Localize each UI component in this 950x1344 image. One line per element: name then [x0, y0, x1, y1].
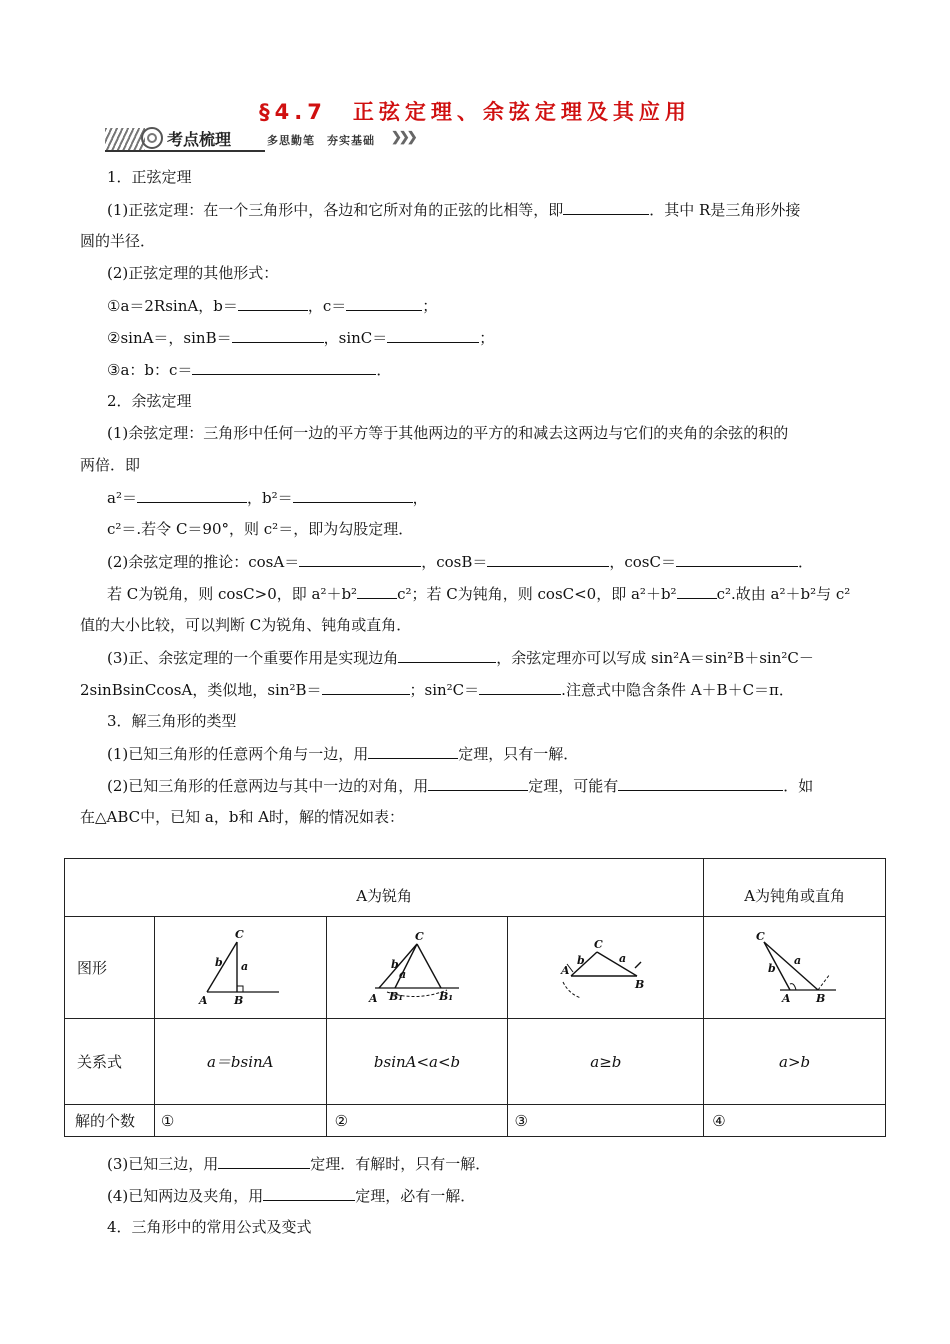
text: ，cosB＝ — [421, 553, 488, 571]
table-row — [65, 917, 886, 1019]
label-B: B — [234, 993, 244, 1007]
case-ssa — [107, 775, 813, 796]
label-B: B — [634, 977, 645, 991]
sine-form-1 — [107, 295, 437, 316]
text: (3)已知三边，用 — [107, 1155, 219, 1173]
sine-form-2 — [107, 327, 494, 348]
text: 定理．有解时，只有一解． — [310, 1155, 491, 1173]
figure-cell-1 — [154, 917, 326, 1019]
answer-blank — [677, 583, 717, 599]
label-b: b — [767, 961, 776, 975]
text: ，b²＝ — [246, 489, 293, 507]
text: ②sinA＝，sinB＝ — [107, 329, 232, 347]
banner-stripes — [105, 128, 145, 150]
text: ，cosC＝ — [609, 553, 676, 571]
figure-cell-3 — [508, 917, 704, 1019]
banner-label: 考点梳理 — [167, 130, 232, 149]
label-C: C — [415, 929, 424, 943]
text: ． — [797, 553, 813, 571]
row-label-figure: 图形 — [65, 917, 155, 1019]
label-A: A — [560, 963, 570, 977]
relation-cell: bsinA<a<b — [326, 1019, 508, 1105]
text: ， — [412, 489, 428, 507]
relation-cell: a＝bsinA — [154, 1019, 326, 1105]
answer-blank — [293, 487, 413, 503]
sine-form-3 — [107, 359, 391, 380]
answer-blank — [232, 327, 324, 343]
answer-blank — [238, 295, 308, 311]
text: ； — [422, 297, 438, 315]
label-A: A — [781, 991, 791, 1005]
law-application — [107, 647, 814, 668]
text: ； — [479, 329, 495, 347]
label-C: C — [593, 937, 603, 951]
answer-blank — [192, 359, 376, 375]
answer-blank — [263, 1185, 355, 1201]
text: (2)余弦定理的推论：cosA＝ — [107, 553, 300, 571]
text: ，sinC＝ — [323, 329, 388, 347]
text: ，余弦定理亦可以写成 sin²A＝sin²B＋sin²C－ — [496, 649, 814, 667]
relation-cell: a≥b — [508, 1019, 704, 1105]
sine-law-definition-cont: 圆的半径． — [80, 232, 156, 250]
count-cell: ③ — [508, 1105, 704, 1137]
label-C: C — [755, 929, 765, 943]
spiral-icon — [141, 127, 163, 149]
table-row — [65, 859, 886, 917]
heading-sine-law: 1．正弦定理 — [107, 168, 192, 186]
cosine-law-definition: (1)余弦定理：三角形中任何一边的平方等于其他两边的平方的和减去这两边与它们的夹角的余弦的积的 — [107, 424, 789, 442]
text: c²；若 C为钝角，则 cosC<0，即 a²＋b² — [397, 585, 677, 603]
heading-common-formulas: 4．三角形中的常用公式及变式 — [107, 1218, 312, 1236]
label-b: b — [391, 957, 399, 971]
label-b: b — [215, 955, 223, 969]
case-sas — [107, 1185, 475, 1206]
label-A: A — [369, 991, 378, 1005]
law-application-cont — [80, 679, 794, 700]
row-label-count: 解的个数 — [65, 1105, 155, 1137]
answer-blank — [322, 679, 410, 695]
label-B2: B₁ — [439, 989, 454, 1003]
answer-blank — [299, 551, 421, 567]
text: 若 C为锐角，则 cosC>0，即 a²＋b² — [107, 585, 358, 603]
text: 定理，可能有 — [528, 777, 619, 795]
answer-blank — [357, 583, 397, 599]
text: a²＝ — [107, 489, 137, 507]
text: (1)已知三角形的任意两个角与一边，用 — [107, 745, 369, 763]
cosine-eq-2: c²＝.若令 C＝90°，则 c²＝，即为勾股定理． — [107, 520, 414, 538]
case-two-angles — [107, 743, 578, 764]
text: ． — [376, 361, 392, 379]
label-a: a — [241, 959, 249, 973]
text: ，c＝ — [307, 297, 347, 315]
page-title: §4.7 正弦定理、余弦定理及其应用 — [259, 100, 691, 124]
banner-slogan: 多思勤笔 夯实基础 — [267, 134, 375, 147]
text: ；sin²C＝ — [409, 681, 480, 699]
label-b: b — [576, 953, 585, 967]
angle-type-rule — [107, 583, 850, 604]
count-cell: ① — [154, 1105, 326, 1137]
label-B: B — [815, 991, 825, 1005]
count-cell: ④ — [704, 1105, 886, 1137]
section-banner — [105, 124, 435, 154]
answer-blank — [218, 1153, 310, 1169]
table-row — [65, 1105, 886, 1137]
solution-cases-table — [64, 858, 886, 1137]
label-A: A — [199, 993, 208, 1007]
cosine-corollary — [107, 551, 813, 572]
case-ssa-cont: 在△ABC中，已知 a，b和 A时，解的情况如表： — [80, 808, 405, 826]
text: (4)已知两边及夹角，用 — [107, 1187, 264, 1205]
answer-blank — [346, 295, 422, 311]
chevron-right-icon: ❯❯❯ — [391, 130, 415, 145]
cosine-law-definition-cont: 两倍．即 — [80, 456, 141, 474]
answer-blank — [676, 551, 798, 567]
figure-cell-2 — [326, 917, 508, 1019]
text: ③a：b：c＝ — [107, 361, 193, 379]
count-cell: ② — [326, 1105, 508, 1137]
answer-blank — [368, 743, 458, 759]
text: 2sinBsinCcosA，类似地，sin²B＝ — [80, 681, 322, 699]
heading-triangle-types: 3．解三角形的类型 — [107, 712, 237, 730]
answer-blank — [487, 551, 609, 567]
header-acute: A为锐角 — [65, 859, 704, 917]
label-B1: B₁ — [389, 989, 404, 1003]
triangle-figure-2 — [367, 928, 467, 1008]
table-row — [65, 1019, 886, 1105]
sine-law-definition — [107, 199, 800, 220]
triangle-figure-1 — [195, 928, 285, 1008]
sine-law-forms-heading: (2)正弦定理的其他形式： — [107, 264, 279, 282]
answer-blank — [387, 327, 479, 343]
answer-blank — [428, 775, 528, 791]
label-C: C — [235, 927, 244, 941]
triangle-figure-3 — [551, 928, 661, 1008]
text: c².故由 a²＋b²与 c² — [716, 585, 851, 603]
answer-blank — [137, 487, 247, 503]
row-label-relation: 关系式 — [65, 1019, 155, 1105]
text: 定理，只有一解． — [458, 745, 579, 763]
answer-blank — [563, 199, 649, 215]
triangle-figure-4 — [750, 928, 840, 1008]
text: (1)正弦定理：在一个三角形中，各边和它所对角的正弦的比相等，即 — [107, 201, 564, 219]
angle-type-rule-cont: 值的大小比较，可以判断 C为锐角、钝角或直角． — [80, 616, 412, 634]
text: ．其中 R是三角形外接 — [649, 201, 801, 219]
case-sss — [107, 1153, 490, 1174]
text: ．如 — [783, 777, 814, 795]
answer-blank — [618, 775, 783, 791]
text: .注意式中隐含条件 A＋B＋C＝π． — [561, 681, 794, 699]
answer-blank — [479, 679, 561, 695]
cosine-eq-1 — [107, 487, 428, 508]
banner-rule — [105, 150, 265, 152]
label-a: a — [618, 951, 626, 965]
relation-cell: a>b — [704, 1019, 886, 1105]
text: (2)已知三角形的任意两边与其中一边的对角，用 — [107, 777, 429, 795]
label-a: a — [399, 967, 407, 981]
text: (3)正、余弦定理的一个重要作用是实现边角 — [107, 649, 399, 667]
answer-blank — [398, 647, 496, 663]
header-obtuse: A为钝角或直角 — [704, 859, 886, 917]
figure-cell-4 — [704, 917, 886, 1019]
text: ①a＝2RsinA，b＝ — [107, 297, 238, 315]
text: 定理，必有一解． — [355, 1187, 476, 1205]
label-a: a — [793, 953, 801, 967]
heading-cosine-law: 2．余弦定理 — [107, 392, 192, 410]
